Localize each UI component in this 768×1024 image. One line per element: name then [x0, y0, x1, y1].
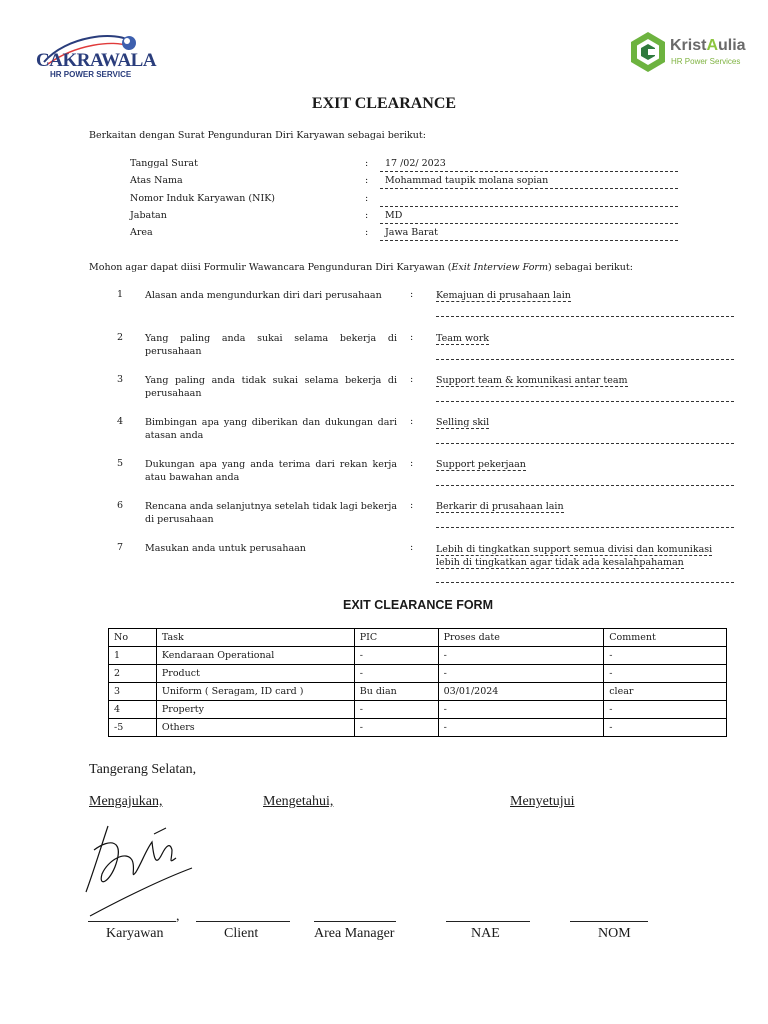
table-row — [109, 683, 727, 701]
question-colon: : — [410, 289, 414, 300]
question-colon: : — [410, 332, 414, 343]
info-label: Jabatan — [130, 210, 167, 221]
table-row — [109, 719, 727, 737]
table-cell: 03/01/2024 — [438, 683, 604, 701]
table-header-cell: Task — [156, 629, 354, 647]
info-value: Mohammad taupik molana sopian — [380, 174, 678, 189]
question-text: Dukungan apa yang anda terima dari rekan kerja atau bawahan anda — [145, 459, 397, 483]
table-row — [109, 647, 727, 665]
request-text: Mohon agar dapat diisi Formulir Wawancara Pengunduran Diri Karyawan (Exit Interview Form) sebagai berikut: — [89, 262, 633, 273]
info-value — [380, 192, 678, 207]
table-cell: Property — [156, 701, 354, 719]
info-value: MD — [380, 209, 678, 224]
answer-field — [436, 289, 734, 302]
signature-line-karyawan — [88, 921, 176, 922]
info-colon: : — [365, 193, 369, 204]
info-colon: : — [365, 227, 369, 238]
signature-line-client — [196, 921, 290, 922]
role-client: Client — [224, 926, 259, 941]
answer-text: Lebih di tingkatkan support semua divisi dan komunikasi lebih di tingkatkan agar tidak ada kesalahpahaman — [436, 544, 713, 568]
signature-line-nae — [446, 921, 530, 922]
table-cell: - — [438, 647, 604, 665]
question-number: 7 — [117, 542, 124, 553]
answer-line — [436, 443, 734, 444]
table-cell: - — [354, 701, 438, 719]
answer-line — [436, 316, 734, 317]
table-cell: - — [438, 665, 604, 683]
table-cell: 2 — [109, 665, 157, 683]
table-cell: - — [604, 701, 727, 719]
answer-field — [436, 416, 734, 429]
approved-by-label: Menyetujui — [510, 794, 575, 809]
question-text: Bimbingan apa yang diberikan dan dukungan dari atasan anda — [145, 417, 397, 441]
answer-line — [436, 401, 734, 402]
employee-signature — [80, 820, 200, 920]
table-header-cell: Proses date — [438, 629, 604, 647]
answer-field — [436, 500, 734, 513]
answer-text: Support pekerjaan — [436, 459, 526, 470]
question-text: Masukan anda untuk perusahaan — [145, 543, 306, 554]
table-cell: - — [604, 647, 727, 665]
signature-line-nom — [570, 921, 648, 922]
answer-text: Support team & komunikasi antar team — [436, 375, 628, 386]
question-number: 6 — [117, 500, 124, 511]
info-label: Tanggal Surat — [130, 158, 198, 169]
table-cell: 1 — [109, 647, 157, 665]
table-cell: - — [438, 719, 604, 737]
table-cell: clear — [604, 683, 727, 701]
answer-text: Team work — [436, 333, 490, 344]
answer-field — [436, 374, 734, 387]
answer-text: Kemajuan di prusahaan lain — [436, 290, 571, 301]
answer-field — [436, 458, 734, 471]
table-cell: 3 — [109, 683, 157, 701]
question-number: 1 — [117, 289, 124, 300]
clearance-table — [108, 628, 727, 737]
table-cell: - — [438, 701, 604, 719]
submitted-by-label: Mengajukan, — [89, 794, 163, 809]
place-date: Tangerang Selatan, — [89, 762, 197, 777]
answer-line — [436, 527, 734, 528]
question-colon: : — [410, 542, 414, 553]
role-area-manager: Area Manager — [314, 926, 395, 941]
info-value: Jawa Barat — [380, 226, 678, 241]
question-number: 2 — [117, 332, 124, 343]
info-colon: : — [365, 158, 369, 169]
question-colon: : — [410, 374, 414, 385]
role-nae: NAE — [471, 926, 500, 941]
role-karyawan: Karyawan — [106, 926, 164, 941]
table-cell: - — [604, 665, 727, 683]
answer-field — [436, 543, 734, 569]
role-nom: NOM — [598, 926, 631, 941]
info-value: 17 /02/ 2023 — [380, 157, 678, 172]
question-colon: : — [410, 416, 414, 427]
table-header-cell: Comment — [604, 629, 727, 647]
info-label: Area — [130, 227, 153, 238]
info-colon: : — [365, 210, 369, 221]
kristaulia-logo: KristAulia HR Power Services — [628, 30, 754, 76]
answer-field — [436, 332, 734, 345]
question-text: Rencana anda selanjutnya setelah tidak lagi bekerja di perusahaan — [145, 501, 397, 525]
table-cell: - — [354, 719, 438, 737]
table-cell: Uniform ( Seragam, ID card ) — [156, 683, 354, 701]
document-title: EXIT CLEARANCE — [311, 95, 457, 112]
table-cell: Product — [156, 665, 354, 683]
signature-comma: , — [176, 909, 180, 924]
table-cell: -5 — [109, 719, 157, 737]
intro-text: Berkaitan dengan Surat Pengunduran Diri Karyawan sebagai berikut: — [89, 130, 426, 141]
table-cell: Kendaraan Operational — [156, 647, 354, 665]
table-cell: Others — [156, 719, 354, 737]
acknowledged-by-label: Mengetahui, — [263, 794, 334, 809]
table-row — [109, 665, 727, 683]
table-header-cell: PIC — [354, 629, 438, 647]
question-number: 3 — [117, 374, 124, 385]
table-cell: 4 — [109, 701, 157, 719]
question-colon: : — [410, 500, 414, 511]
form-title: EXIT CLEARANCE FORM — [343, 598, 493, 612]
question-text: Alasan anda mengundurkan diri dari perusahaan — [145, 290, 382, 301]
table-cell: Bu dian — [354, 683, 438, 701]
answer-text: Berkarir di prusahaan lain — [436, 501, 564, 512]
table-header-row — [109, 629, 727, 647]
question-number: 4 — [117, 416, 124, 427]
info-colon: : — [365, 175, 369, 186]
cakrawala-logo: CAKRAWALA HR POWER SERVICE — [36, 28, 146, 84]
table-cell: - — [354, 665, 438, 683]
table-row — [109, 701, 727, 719]
answer-line — [436, 485, 734, 486]
info-label: Atas Nama — [130, 175, 183, 186]
table-header-cell: No — [109, 629, 157, 647]
table-cell: - — [354, 647, 438, 665]
table-cell: - — [604, 719, 727, 737]
info-label: Nomor Induk Karyawan (NIK) — [130, 193, 276, 204]
answer-line — [436, 359, 734, 360]
answer-line — [436, 582, 734, 583]
signature-line-area-manager — [314, 921, 396, 922]
kristaulia-wordmark: KristAulia — [670, 37, 746, 54]
question-number: 5 — [117, 458, 124, 469]
question-text: Yang paling anda tidak sukai selama bekerja di perusahaan — [145, 375, 397, 399]
question-colon: : — [410, 458, 414, 469]
question-text: Yang paling anda sukai selama bekerja di perusahaan — [145, 333, 397, 357]
answer-text: Selling skil — [436, 417, 490, 428]
